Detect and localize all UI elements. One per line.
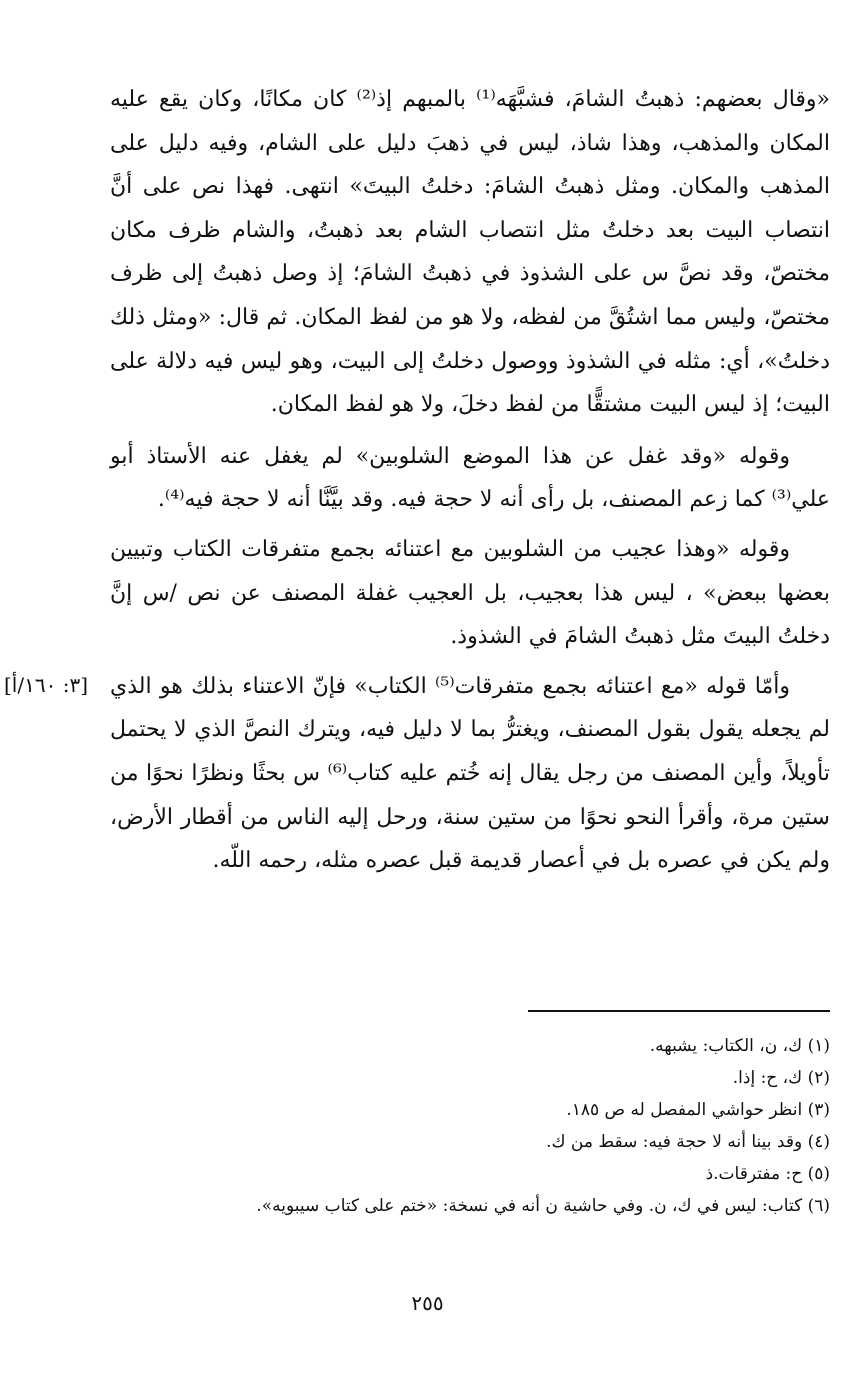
footnotes-section (110, 1030, 830, 1222)
manuscript-folio-reference: [٣: ١٦٠/أ] (4, 673, 89, 697)
paragraph-3: وقوله «وهذا عجيب من الشلوبين مع اعتنائه بجمع متفرقات الكتاب وتبيين بعضها ببعض» ، ليس هذا بعجيب، بل العجيب غفلة المصنف عن نص /س إنَّ دخلتُ البيتَ مثل ذهبتُ الشامَ في الشذوذ. (110, 536, 830, 650)
footnote-2: (٢) ك، ح: إذا. (732, 1068, 830, 1088)
paragraph-4: وأمّا قوله «مع اعتنائه بجمع متفرقات⁽⁵⁾ الكتاب» فإنّ الاعتناء بذلك هو الذي لم يجعله يقول بقول المصنف، ويغترُّ بما لا دليل فيه، ويترك النصَّ الذي لا يحتمل تأويلاً، وأين المصنف من رجل يقال إنه خُتم عليه كتاب⁽⁶⁾ س بحثًا ونظرًا نحوًا من ستين مرة، وأقرأ النحو نحوًا من ستين سنة، ورحل إليه الناس من أقطار الأرض، ولم يكن في عصره بل في أعصار قديمة قبل عصره مثله، رحمه اللّه. (110, 673, 830, 874)
main-text-body (110, 78, 830, 891)
footnote-6: (٦) كتاب: ليس في ك، ن. وفي حاشية ن أنه في نسخة: «ختم على كتاب سيبويه». (256, 1196, 830, 1216)
footnote-1: (١) ك، ن، الكتاب: يشبهه. (649, 1036, 830, 1056)
page-number: ٢٥٥ (411, 1291, 444, 1315)
paragraph-1: «وقال بعضهم: ذهبتُ الشامَ، فشبَّهَه⁽¹⁾ بالمبهم إذ⁽²⁾ كان مكانًا، وكان يقع عليه المكان والمذهب، وهذا شاذ، ليس في ذهبَ دليل على الشام، وفيه دليل على المذهب والمكان. ومثل ذهبتُ الشامَ: دخلتُ البيتَ» انتهى. فهذا نص على أنَّ انتصاب البيت بعد دخلتُ مثل انتصاب الشام بعد ذهبتُ، والشام ظرف مكان مختصّ، وقد نصَّ س على الشذوذ في ذهبتُ الشامَ؛ إذ وصل ذهبتُ إلى ظرف مختصّ، وليس مما اشتُقَّ من لفظه، ولا هو من لفظ المكان. ثم قال: «ومثل ذلك دخلتُ»، أي: مثله في الشذوذ ووصول دخلتُ إلى البيت، وهو ليس فيه دلالة على البيت؛ إذ ليس البيت مشتقًّا من لفظ دخلَ، ولا هو لفظ المكان. (110, 87, 830, 418)
paragraph-2: وقوله «وقد غفل عن هذا الموضع الشلوبين» لم يغفل عنه الأستاذ أبو علي⁽³⁾ كما زعم المصنف، بل رأى أنه لا حجة فيه. وقد بيَّنَّا أنه لا حجة فيه⁽⁴⁾. (110, 443, 830, 513)
footnote-5: (٥) ح: مفترقات.ذ (705, 1164, 830, 1184)
footnote-3: (٣) انظر حواشي المفصل له ص ١٨٥. (566, 1100, 830, 1120)
footnote-separator (528, 1010, 830, 1012)
footnote-4: (٤) وقد بينا أنه لا حجة فيه: سقط من ك. (546, 1132, 830, 1152)
